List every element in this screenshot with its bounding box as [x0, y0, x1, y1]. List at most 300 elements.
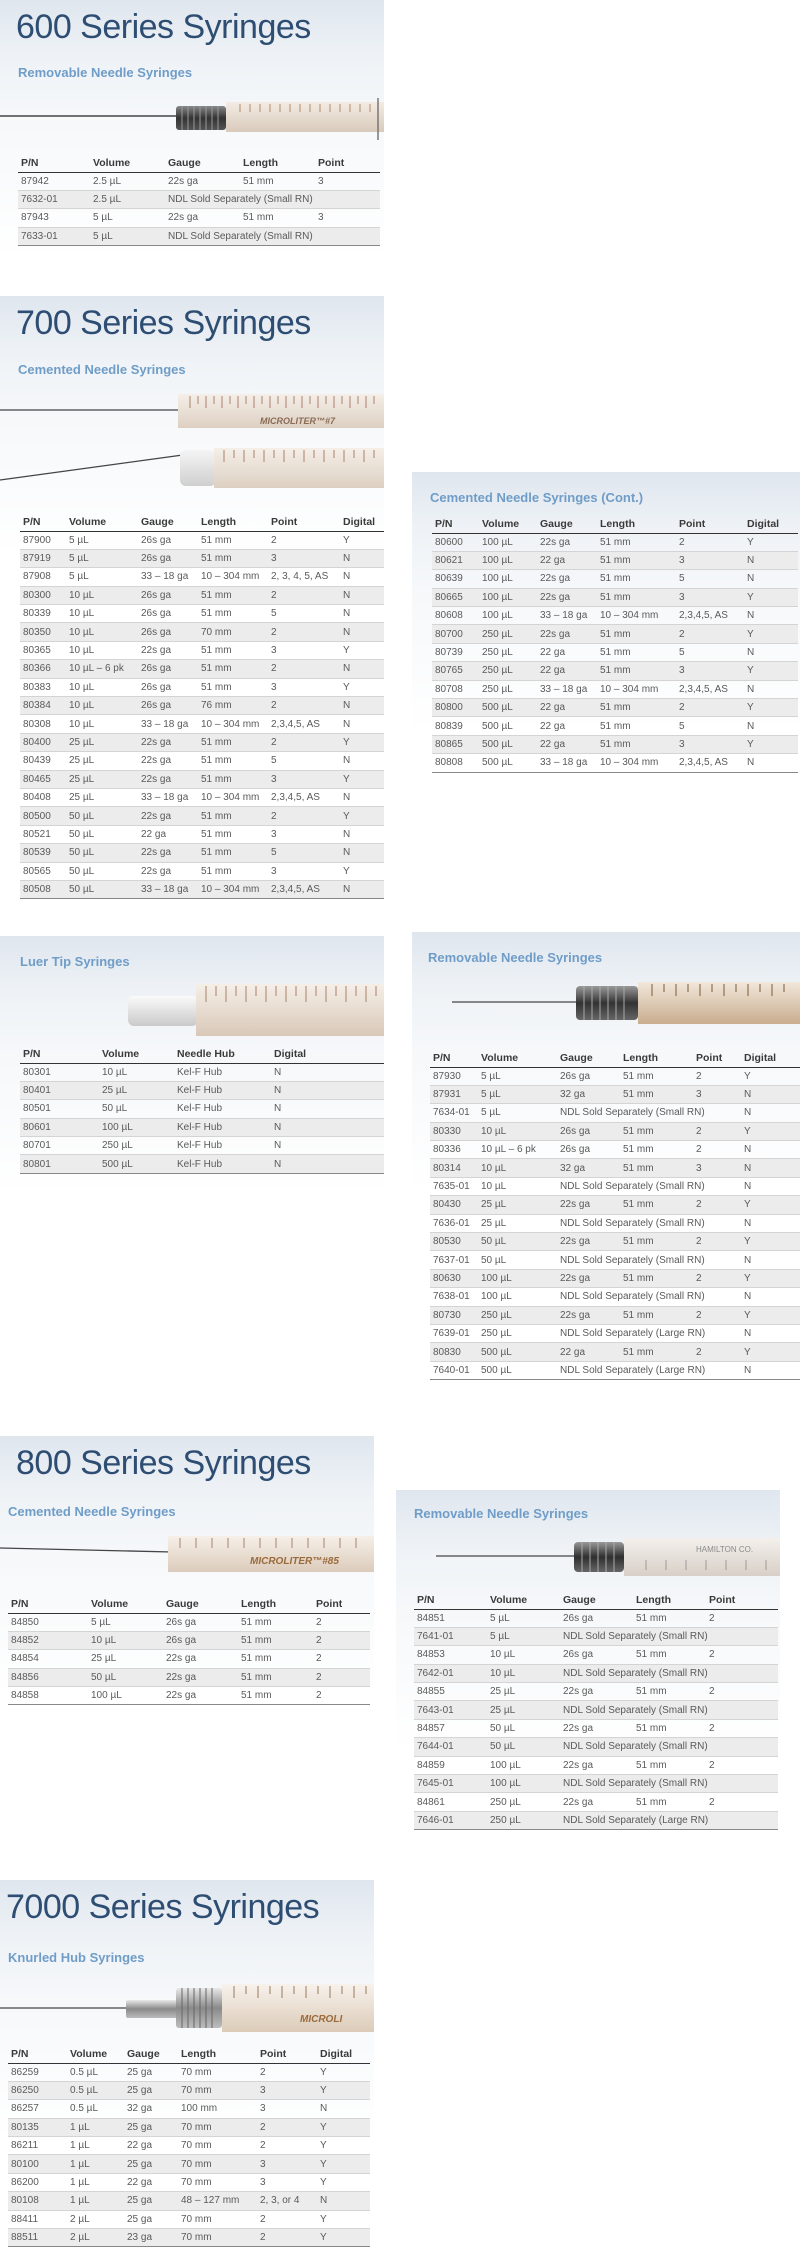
cell: 2 — [693, 1141, 741, 1159]
cell: 80830 — [430, 1343, 478, 1361]
cell: 22 ga — [124, 2137, 178, 2155]
cell: 51 mm — [198, 678, 268, 696]
syringe-700-cemented-image — [0, 388, 384, 508]
cell: 70 mm — [178, 2210, 257, 2228]
cell: 25 µL — [99, 1081, 174, 1099]
col-header-gauge: Gauge — [124, 2046, 178, 2063]
cell: N — [744, 717, 798, 735]
cell: 87942 — [18, 172, 90, 190]
cell: 3 — [257, 2173, 317, 2191]
series-700-panel — [0, 296, 384, 916]
col-header-pn: P/N — [432, 516, 479, 533]
series-800-panel — [0, 1436, 374, 1736]
cell: 2 µL — [67, 2210, 124, 2228]
col-header-pn: P/N — [18, 155, 90, 172]
col-header-point: Point — [315, 155, 380, 172]
cell-note: NDL Sold Separately (Small RN) — [560, 1738, 778, 1756]
cell: 51 mm — [620, 1067, 693, 1085]
cell: 25 ga — [124, 2118, 178, 2136]
cell: 22s ga — [560, 1756, 633, 1774]
table-row — [430, 1343, 800, 1361]
cell: 80314 — [430, 1159, 478, 1177]
table-header-row — [432, 516, 798, 533]
cell: 500 µL — [479, 717, 537, 735]
table-row — [430, 1269, 800, 1287]
cell: N — [744, 551, 798, 569]
cell: 32 ga — [557, 1159, 620, 1177]
cell: 3 — [676, 551, 744, 569]
cell: 33 – 18 ga — [138, 568, 198, 586]
cell: 22s ga — [557, 1233, 620, 1251]
table-row — [18, 209, 380, 227]
col-header-gauge: Gauge — [537, 516, 597, 533]
table-row — [432, 588, 798, 606]
cell: 87908 — [20, 568, 66, 586]
cell: 250 µL — [479, 680, 537, 698]
cell: 2 µL — [67, 2229, 124, 2247]
cell: 51 mm — [198, 807, 268, 825]
col-header-point: Point — [257, 2046, 317, 2063]
cell: 3 — [693, 1085, 741, 1103]
cell: 51 mm — [620, 1306, 693, 1324]
col-header-point: Point — [313, 1596, 370, 1613]
cell: 3 — [268, 862, 340, 880]
col-header-pn: P/N — [8, 1596, 88, 1613]
cell: 51 mm — [633, 1683, 706, 1701]
cell: 50 µL — [478, 1233, 557, 1251]
table-header-row — [20, 514, 384, 531]
cell: 80800 — [432, 699, 479, 717]
cell: 51 mm — [238, 1687, 313, 1705]
cell: 22s ga — [138, 770, 198, 788]
cell: 80701 — [20, 1137, 99, 1155]
cell: 7644-01 — [414, 1738, 487, 1756]
table-row — [414, 1738, 778, 1756]
col-header-volume: Volume — [67, 2046, 124, 2063]
cell: N — [744, 570, 798, 588]
cell: Y — [741, 1067, 800, 1085]
cell: 26s ga — [138, 697, 198, 715]
cell: 88511 — [8, 2229, 67, 2247]
series-700-title: 700 Series Syringes — [16, 304, 311, 342]
table-row — [20, 807, 384, 825]
cell: 10 µL — [478, 1159, 557, 1177]
cell: 1 µL — [67, 2192, 124, 2210]
table-row — [432, 607, 798, 625]
cell: 51 mm — [633, 1609, 706, 1627]
cell: 7633-01 — [18, 227, 90, 245]
table-row — [414, 1627, 778, 1645]
cell: N — [340, 660, 384, 678]
cell: 51 mm — [633, 1793, 706, 1811]
cell: 7636-01 — [430, 1214, 478, 1232]
cell: 80366 — [20, 660, 66, 678]
table-row — [432, 662, 798, 680]
cell: 80330 — [430, 1122, 478, 1140]
cell: 5 — [268, 605, 340, 623]
cell: 26s ga — [557, 1141, 620, 1159]
cell: 25 ga — [124, 2155, 178, 2173]
cell: Y — [340, 862, 384, 880]
table-row — [20, 752, 384, 770]
cell-note: NDL Sold Separately (Small RN) — [165, 227, 380, 245]
cell: N — [317, 2100, 370, 2118]
cell: 0.5 µL — [67, 2100, 124, 2118]
cell: 5 µL — [487, 1609, 560, 1627]
table-row — [20, 623, 384, 641]
cell: N — [340, 715, 384, 733]
cell: 2 — [676, 625, 744, 643]
cell: 10 µL — [487, 1664, 560, 1682]
cell: 5 µL — [478, 1085, 557, 1103]
cell: N — [741, 1251, 800, 1269]
cell: 22 ga — [537, 717, 597, 735]
cell: Y — [741, 1306, 800, 1324]
cell: 51 mm — [620, 1196, 693, 1214]
cell: 500 µL — [478, 1343, 557, 1361]
col-header-pn: P/N — [20, 1046, 99, 1063]
cell: N — [741, 1141, 800, 1159]
cell: 32 ga — [557, 1085, 620, 1103]
cell: 33 – 18 ga — [138, 715, 198, 733]
table-row — [20, 844, 384, 862]
table-row — [20, 605, 384, 623]
table-row — [20, 1155, 384, 1173]
cell: 70 mm — [178, 2081, 257, 2099]
cell: 26s ga — [138, 531, 198, 549]
cell: 2 — [693, 1343, 741, 1361]
cell: 80708 — [432, 680, 479, 698]
cell: 51 mm — [198, 825, 268, 843]
cell: 50 µL — [66, 862, 138, 880]
cell: 51 mm — [198, 531, 268, 549]
cell: 80539 — [20, 844, 66, 862]
table-row — [20, 568, 384, 586]
table-row — [430, 1288, 800, 1306]
cell: 84857 — [414, 1719, 487, 1737]
cell: 51 mm — [633, 1646, 706, 1664]
cell: 80336 — [430, 1141, 478, 1159]
syringe-700-removable-image — [412, 972, 800, 1036]
cell: 80665 — [432, 588, 479, 606]
table-row — [432, 735, 798, 753]
table-row — [414, 1756, 778, 1774]
cemented-needle-subtitle: Cemented Needle Syringes — [18, 362, 186, 377]
cell: 26s ga — [557, 1067, 620, 1085]
cell: 33 – 18 ga — [138, 880, 198, 898]
cell: Y — [340, 733, 384, 751]
table-row — [8, 2081, 370, 2099]
cell: 250 µL — [99, 1137, 174, 1155]
cell: 80621 — [432, 551, 479, 569]
cell: 1 µL — [67, 2137, 124, 2155]
cell: 70 mm — [198, 623, 268, 641]
cell: 100 µL — [88, 1687, 163, 1705]
table-700-removable-body — [430, 1067, 800, 1380]
cell: 22 ga — [537, 735, 597, 753]
cell: 2,3,4,5, AS — [268, 880, 340, 898]
cell: 7642-01 — [414, 1664, 487, 1682]
cell: 51 mm — [198, 549, 268, 567]
cell: 33 – 18 ga — [537, 754, 597, 772]
cell: 10 µL — [66, 715, 138, 733]
col-header-gauge: Gauge — [557, 1050, 620, 1067]
cell: 22s ga — [560, 1793, 633, 1811]
cell: Y — [317, 2155, 370, 2173]
cell: 25 µL — [88, 1650, 163, 1668]
table-row — [430, 1324, 800, 1342]
cell: 25 µL — [478, 1196, 557, 1214]
cell: Y — [744, 735, 798, 753]
table-row — [8, 2229, 370, 2247]
cell: 22s ga — [557, 1269, 620, 1287]
table-row — [430, 1251, 800, 1269]
table-800-removable-body — [414, 1609, 778, 1830]
cell: 25 µL — [66, 788, 138, 806]
cell: 50 µL — [88, 1668, 163, 1686]
cell: 500 µL — [479, 754, 537, 772]
col-header-volume: Volume — [478, 1050, 557, 1067]
cell: 87930 — [430, 1067, 478, 1085]
table-header-row — [8, 2046, 370, 2063]
col-header-volume: Volume — [99, 1046, 174, 1063]
cell: N — [271, 1137, 384, 1155]
cell: 80365 — [20, 641, 66, 659]
cell: 3 — [268, 770, 340, 788]
cell: 50 µL — [487, 1719, 560, 1737]
cell: 80384 — [20, 697, 66, 715]
cell: Y — [317, 2210, 370, 2228]
cell: 3 — [268, 678, 340, 696]
cell: 10 µL — [66, 641, 138, 659]
cell: 84850 — [8, 1613, 88, 1631]
cell: 3 — [676, 588, 744, 606]
cell: 2 — [693, 1306, 741, 1324]
cell: 100 µL — [479, 588, 537, 606]
table-row — [20, 1081, 384, 1099]
col-header-pn: P/N — [8, 2046, 67, 2063]
cell: 10 µL — [99, 1063, 174, 1081]
cell: 80501 — [20, 1100, 99, 1118]
cell: 25 ga — [124, 2192, 178, 2210]
cell: 86211 — [8, 2137, 67, 2155]
cell: N — [741, 1085, 800, 1103]
cell: Y — [317, 2229, 370, 2247]
table-row — [430, 1361, 800, 1379]
cell: 5 µL — [66, 568, 138, 586]
cell: 80700 — [432, 625, 479, 643]
cell: 86200 — [8, 2173, 67, 2191]
table-row — [432, 570, 798, 588]
col-header-length: Length — [597, 516, 676, 533]
cell: 10 µL – 6 pk — [66, 660, 138, 678]
table-row — [430, 1141, 800, 1159]
cell: 2,3,4,5, AS — [676, 607, 744, 625]
cell: 2, 3, or 4 — [257, 2192, 317, 2210]
col-header-volume: Volume — [90, 155, 165, 172]
table-row — [414, 1646, 778, 1664]
series-800-title: 800 Series Syringes — [16, 1444, 311, 1482]
cell-note: NDL Sold Separately (Large RN) — [560, 1811, 778, 1829]
cell: 50 µL — [478, 1251, 557, 1269]
cell: 80383 — [20, 678, 66, 696]
cell: 22 ga — [537, 643, 597, 661]
cell: Y — [317, 2063, 370, 2081]
cell-note: NDL Sold Separately (Small RN) — [557, 1104, 741, 1122]
cell: 2 — [268, 531, 340, 549]
cell: 80108 — [8, 2192, 67, 2210]
cell: 26s ga — [557, 1122, 620, 1140]
cell: 7637-01 — [430, 1251, 478, 1269]
cell: Y — [744, 588, 798, 606]
cell: N — [744, 643, 798, 661]
table-row — [430, 1104, 800, 1122]
cell: 2 — [268, 623, 340, 641]
cell: 22s ga — [537, 625, 597, 643]
removable-needle-800-subtitle: Removable Needle Syringes — [414, 1506, 589, 1521]
cell: 2 — [268, 660, 340, 678]
table-luer-tip — [20, 1046, 384, 1174]
cell: 51 mm — [238, 1668, 313, 1686]
cell: 10 – 304 mm — [597, 680, 676, 698]
cell: 22s ga — [537, 533, 597, 551]
cell: 80739 — [432, 643, 479, 661]
cell: 51 mm — [238, 1613, 313, 1631]
table-row — [20, 825, 384, 843]
table-row — [20, 1100, 384, 1118]
cell: 51 mm — [198, 752, 268, 770]
cell: N — [271, 1155, 384, 1173]
removable-needle-700-subtitle: Removable Needle Syringes — [428, 950, 603, 965]
cell: 25 µL — [66, 752, 138, 770]
cell: 100 µL — [479, 607, 537, 625]
cell: Y — [317, 2137, 370, 2155]
table-700-cemented-body — [20, 531, 384, 899]
cell: 51 mm — [238, 1631, 313, 1649]
cell: 25 µL — [478, 1214, 557, 1232]
cell: 2 — [693, 1196, 741, 1214]
series-700-removable-panel — [412, 932, 800, 1400]
cell: 10 µL — [66, 605, 138, 623]
cell: 25 ga — [124, 2210, 178, 2228]
table-600-removable — [18, 155, 380, 246]
syringe-800-removable-image — [396, 1530, 780, 1586]
table-row — [20, 1137, 384, 1155]
cell: 51 mm — [198, 733, 268, 751]
col-header-length: Length — [240, 155, 315, 172]
cell: N — [271, 1118, 384, 1136]
cell: 100 mm — [178, 2100, 257, 2118]
table-row — [20, 788, 384, 806]
cell: N — [271, 1081, 384, 1099]
cell-note: NDL Sold Separately (Small RN) — [557, 1251, 741, 1269]
cell: 80530 — [430, 1233, 478, 1251]
cell: 25 ga — [124, 2063, 178, 2081]
table-row — [432, 643, 798, 661]
cell: 500 µL — [479, 699, 537, 717]
cell: 22 ga — [537, 551, 597, 569]
cell: 50 µL — [66, 825, 138, 843]
cell: 1 µL — [67, 2118, 124, 2136]
cell: 100 µL — [99, 1118, 174, 1136]
cell: 50 µL — [66, 880, 138, 898]
table-row — [8, 2173, 370, 2191]
cell: 250 µL — [487, 1793, 560, 1811]
cell: 51 mm — [633, 1719, 706, 1737]
table-row — [20, 862, 384, 880]
cell: 80301 — [20, 1063, 99, 1081]
cell: 51 mm — [620, 1085, 693, 1103]
cell: 80135 — [8, 2118, 67, 2136]
cell: 51 mm — [633, 1756, 706, 1774]
cell: 51 mm — [620, 1343, 693, 1361]
cell: N — [340, 697, 384, 715]
cell: N — [340, 788, 384, 806]
cell: 5 — [676, 643, 744, 661]
cell: 2,3,4,5, AS — [676, 680, 744, 698]
cell: 7639-01 — [430, 1324, 478, 1342]
cell: 22s ga — [557, 1306, 620, 1324]
table-800-cemented-body — [8, 1613, 370, 1705]
cell: N — [340, 568, 384, 586]
cell: 26s ga — [560, 1646, 633, 1664]
cell: 33 – 18 ga — [537, 607, 597, 625]
table-row — [20, 531, 384, 549]
cell: Y — [744, 625, 798, 643]
cell: 51 mm — [198, 641, 268, 659]
table-row — [8, 2210, 370, 2228]
cell: 22s ga — [163, 1687, 238, 1705]
table-header-row — [414, 1592, 778, 1609]
cell: 100 µL — [479, 570, 537, 588]
cell: Kel-F Hub — [174, 1155, 271, 1173]
table-row — [430, 1159, 800, 1177]
cell: 50 µL — [99, 1100, 174, 1118]
col-header-gauge: Gauge — [165, 155, 240, 172]
cell-note: NDL Sold Separately (Small RN) — [557, 1288, 741, 1306]
cell: 250 µL — [479, 625, 537, 643]
col-header-point: Point — [268, 514, 340, 531]
cell: 51 mm — [198, 862, 268, 880]
table-luer-tip-body — [20, 1063, 384, 1173]
table-row — [8, 1613, 370, 1631]
cell: 22 ga — [138, 825, 198, 843]
table-row — [8, 1668, 370, 1686]
table-row — [8, 1687, 370, 1705]
cell: 5 µL — [90, 209, 165, 227]
table-row — [430, 1122, 800, 1140]
cell: 2 — [706, 1609, 778, 1627]
cell: 2 — [693, 1269, 741, 1287]
cell: Kel-F Hub — [174, 1118, 271, 1136]
cell: 5 µL — [478, 1067, 557, 1085]
cell: 84853 — [414, 1646, 487, 1664]
cell: 100 µL — [479, 551, 537, 569]
cell: 51 mm — [597, 662, 676, 680]
syringe-7000-image — [0, 1974, 374, 2038]
microliter-800-etch: MICROLITER™#85 — [250, 1556, 339, 1567]
cell: 2 — [257, 2229, 317, 2247]
cell: 51 mm — [238, 1650, 313, 1668]
cell: 22s ga — [557, 1196, 620, 1214]
cell: Y — [741, 1122, 800, 1140]
syringe-luer-tip-image — [0, 978, 384, 1042]
cell: 22s ga — [138, 862, 198, 880]
table-row — [8, 2137, 370, 2155]
cell: 76 mm — [198, 697, 268, 715]
cell: 10 µL — [478, 1177, 557, 1195]
cell: 2 — [706, 1719, 778, 1737]
